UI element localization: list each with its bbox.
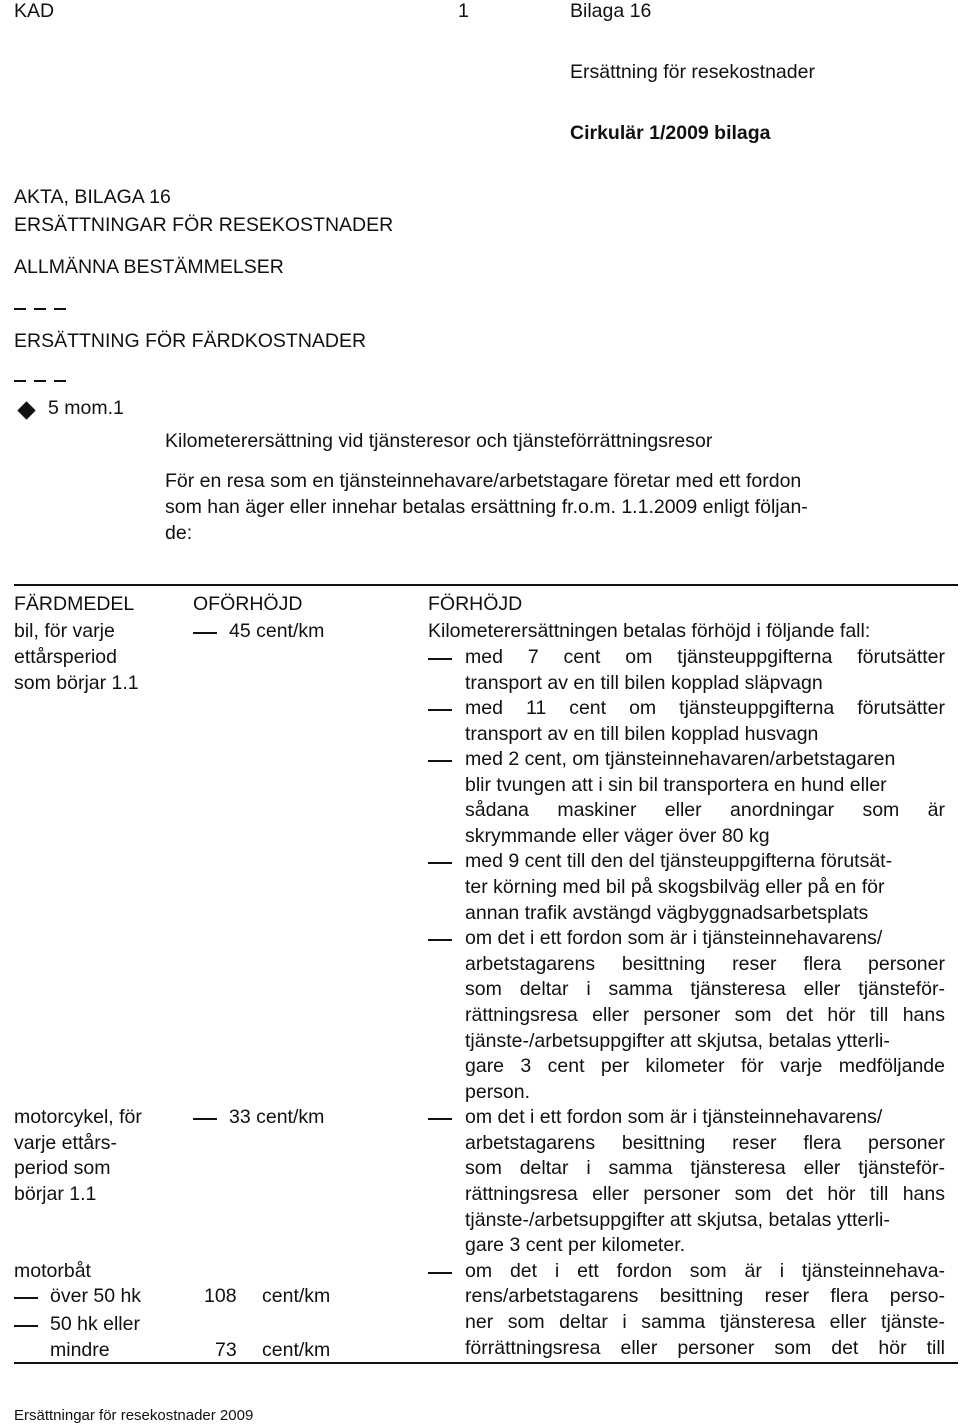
- car-item-5-line-3: som deltar i samma tjänsteresa eller tjänsteför-: [465, 978, 945, 1000]
- para-line-1: För en resa som en tjänsteinnehavare/arbetstagare företar med ett fordon: [165, 470, 802, 492]
- boat-rate1-value: 108: [204, 1285, 237, 1307]
- car-rate: 45 cent/km: [229, 620, 325, 642]
- section-title: ERSÄTTNING FÖR FÄRDKOSTNADER: [14, 330, 367, 352]
- footer-text: Ersättningar för resekostnader 2009: [14, 1407, 254, 1424]
- car-item-4-dash: [428, 862, 452, 864]
- col-header-vehicle: FÄRDMEDEL: [14, 593, 135, 615]
- col-header-raised: FÖRHÖJD: [428, 593, 523, 615]
- mc-item-line-5: tjänste-/arbetsuppgifter att skjutsa, betalas ytterli-: [465, 1209, 890, 1231]
- mc-label-1: motorcykel, för: [14, 1106, 142, 1128]
- car-item-5-line-7: person.: [465, 1081, 531, 1103]
- car-item-2-line-2: transport av en till bilen kopplad husvagn: [465, 723, 819, 745]
- mc-label-4: börjar 1.1: [14, 1183, 97, 1205]
- boat-item-line-1: om det i ett fordon som är i tjänsteinnehava-: [465, 1260, 945, 1282]
- intro-line-3: ALLMÄNNA BESTÄMMELSER: [14, 256, 284, 278]
- boat-item-line-4: förrättningsresa eller personer som det hör till: [465, 1337, 945, 1359]
- mc-item-line-3: som deltar i samma tjänsteresa eller tjänsteför-: [465, 1157, 945, 1179]
- para-line-2: som han äger eller innehar betalas ersättning fr.o.m. 1.1.2009 enligt följan-: [165, 496, 808, 518]
- boat-sub1: över 50 hk: [50, 1285, 142, 1307]
- boat-item-line-2: rens/arbetstagarens besittning reser flera perso-: [465, 1285, 945, 1307]
- table-top-rule: [14, 584, 958, 586]
- col-header-normal: OFÖRHÖJD: [193, 593, 303, 615]
- car-item-2-line-1: med 11 cent om tjänsteuppgifterna förutsätter: [465, 697, 945, 719]
- header-right: Bilaga 16: [570, 0, 652, 22]
- car-item-5-line-4: rättningsresa eller personer som det hör till hans: [465, 1004, 945, 1026]
- mc-label-2: varje ettårs-: [14, 1132, 117, 1154]
- mc-rate: 33 cent/km: [229, 1106, 325, 1128]
- car-rate-dash: [193, 632, 217, 634]
- boat-sub2a: 50 hk eller: [50, 1313, 140, 1335]
- boat-item-dash: [428, 1272, 452, 1274]
- mom-title: Kilometerersättning vid tjänsteresor och tjänsteförrättningsresor: [165, 430, 713, 452]
- intro-line-2: ERSÄTTNINGAR FÖR RESEKOSTNADER: [14, 214, 394, 236]
- mc-item-line-6: gare 3 cent per kilometer.: [465, 1234, 686, 1256]
- car-item-3-line-2: blir tvungen att i sin bil transportera en hund eller: [465, 774, 887, 796]
- header-left: KAD: [14, 0, 55, 22]
- boat-sub1-dash: [14, 1297, 38, 1299]
- car-item-5-line-2: arbetstagarens besittning reser flera personer: [465, 953, 945, 975]
- car-item-3-line-3: sådana maskiner eller anordningar som är: [465, 799, 945, 821]
- circular-title: Cirkulär 1/2009 bilaga: [570, 122, 771, 144]
- car-item-1-line-1: med 7 cent om tjänsteuppgifterna förutsätter: [465, 646, 945, 668]
- car-item-4-line-1: med 9 cent till den del tjänsteuppgifterna förutsät-: [465, 850, 893, 872]
- mc-item-dash: [428, 1118, 452, 1120]
- car-label-2: ettårsperiod: [14, 646, 117, 668]
- mc-label-3: period som: [14, 1157, 111, 1179]
- boat-rate2-unit: cent/km: [262, 1339, 331, 1361]
- table-bottom-rule: [14, 1362, 958, 1364]
- car-label-3: som börjar 1.1: [14, 672, 139, 694]
- mc-item-line-2: arbetstagarens besittning reser flera personer: [465, 1132, 945, 1154]
- boat-rate1-unit: cent/km: [262, 1285, 331, 1307]
- mc-item-line-1: om det i ett fordon som är i tjänsteinnehavarens/: [465, 1106, 883, 1128]
- boat-sub2-dash: [14, 1325, 38, 1327]
- car-item-5-line-1: om det i ett fordon som är i tjänsteinnehavarens/: [465, 927, 883, 949]
- car-item-4-line-3: annan trafik avstängd vägbyggnadsarbetsplats: [465, 902, 869, 924]
- car-item-3-dash: [428, 760, 452, 762]
- diamond-bullet-icon: [17, 401, 35, 419]
- car-item-1-dash: [428, 658, 452, 660]
- boat-item-line-3: ner som deltar i samma tjänsteresa eller tjänste-: [465, 1311, 945, 1333]
- intro-line-1: AKTA, BILAGA 16: [14, 186, 171, 208]
- car-item-2-dash: [428, 709, 452, 711]
- page-number: 1: [458, 0, 469, 22]
- car-raised-intro: Kilometerersättningen betalas förhöjd i följande fall:: [428, 620, 871, 642]
- car-item-3-line-4: skrymmande eller väger över 80 kg: [465, 825, 770, 847]
- header-subtitle: Ersättning för resekostnader: [570, 61, 815, 83]
- boat-label: motorbåt: [14, 1260, 91, 1282]
- boat-rate2-value: 73: [215, 1339, 237, 1361]
- car-item-5-dash: [428, 939, 452, 941]
- mc-rate-dash: [193, 1118, 217, 1120]
- para-line-3: de:: [165, 522, 193, 544]
- car-item-4-line-2: ter körning med bil på skogsbilväg eller på en för: [465, 876, 885, 898]
- car-label-1: bil, för varje: [14, 620, 115, 642]
- car-item-1-line-2: transport av en till bilen kopplad släpvagn: [465, 672, 823, 694]
- boat-sub2b: mindre: [50, 1339, 110, 1361]
- mom-label: 5 mom.1: [48, 397, 124, 419]
- mc-item-line-4: rättningsresa eller personer som det hör till hans: [465, 1183, 945, 1205]
- car-item-3-line-1: med 2 cent, om tjänsteinnehavaren/arbetstagaren: [465, 748, 896, 770]
- car-item-5-line-6: gare 3 cent per kilometer för varje medföljande: [465, 1055, 945, 1077]
- car-item-5-line-5: tjänste-/arbetsuppgifter att skjutsa, betalas ytterli-: [465, 1030, 890, 1052]
